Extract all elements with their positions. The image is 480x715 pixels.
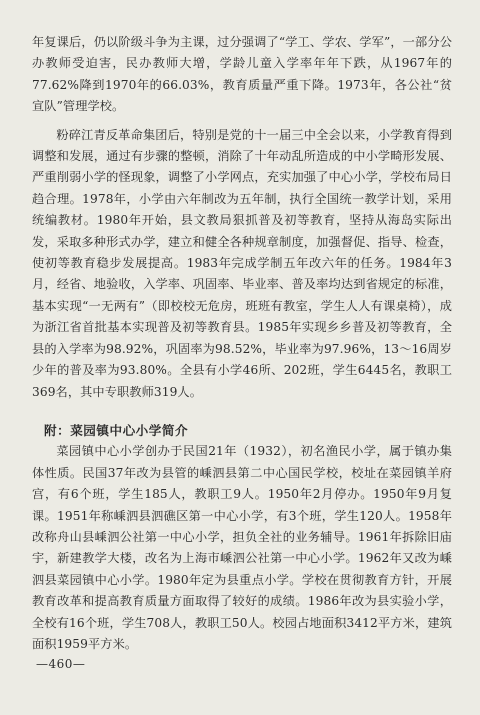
document-body <box>32 32 452 655</box>
section-heading: 附：菜园镇中心小学简介 <box>44 422 189 438</box>
body-paragraph-1: 年复课后，仍以阶级斗争为主课，过分强调了“学工、学农、学军”，一部分公办教师受迫害，民办教师大增，学龄儿童入学率年年下跌，从1967年的77.62%降到1970年的66.03%，教育质量严重下降。1973年，各公社“贫宣队”管理学校。 <box>32 35 452 114</box>
paragraph-gap <box>32 118 452 125</box>
page-number: —460— <box>36 657 86 671</box>
section-paragraph: 菜园镇中心小学创办于民国21年（1932），初名渔民小学，属于镇办集体性质。民国37年改为县管的嵊泗县第二中心国民学校，校址在菜园镇羊府宫，有6个班，学生185人，教职工9人。1950年2月停办。1950年9月复课。1951年称嵊泗县泗礁区第一中心小学，有3个班，学生120人。1958年改称舟山县嵊泗公社第一中心小学，担负全社的业务辅导。1961年拆除旧庙宇，新建教学大楼，改名为上海市嵊泗公社第一中心小学。1962年又改为嵊泗县菜园镇中心小学。1980年定为县重点小学。学校在贯彻教育方针，开展教育改革和提高教育质量方面取得了较好的成绩。1986年改为县实验小学，全校有16个班，学生708人，教职工50人。校园占地面积3412平方米，建筑面积1959平方米。 <box>32 444 452 651</box>
section-gap <box>32 403 452 420</box>
body-paragraph-2: 粉碎江青反革命集团后，特别是党的十一届三中全会以来，小学教育得到调整和发展，通过有步骤的整顿，消除了十年动乱所造成的中小学畸形发展、严重削弱小学的怪现象，调整了小学网点，充实加强了中心小学，学校布局日趋合理。1978年，小学由六年制改为五年制，执行全国统一教学计划，采用统编教材。1980年开始，县文教局狠抓普及初等教育，坚持从海岛实际出发，采取多种形式办学，建立和健全各种规章制度，加强督促、指导、检查，使初等教育稳步发展提高。1983年完成学制五年改六年的任务。1984年3月，经省、地验收，入学率、巩固率、毕业率、普及率均达到省规定的标准，基本实现“一无两有”（即校校无危房，班班有教室，学生人人有课桌椅），成为浙江省首批基本实现普及初等教育县。1985年实现乡乡普及初等教育，全县的入学率为98.92%，巩固率为98.52%，毕业率为97.96%，13～16周岁少年的普及率为93.80%。全县有小学46所、202班，学生6445名，教职工369名，其中专职教师319人。 <box>32 127 452 399</box>
